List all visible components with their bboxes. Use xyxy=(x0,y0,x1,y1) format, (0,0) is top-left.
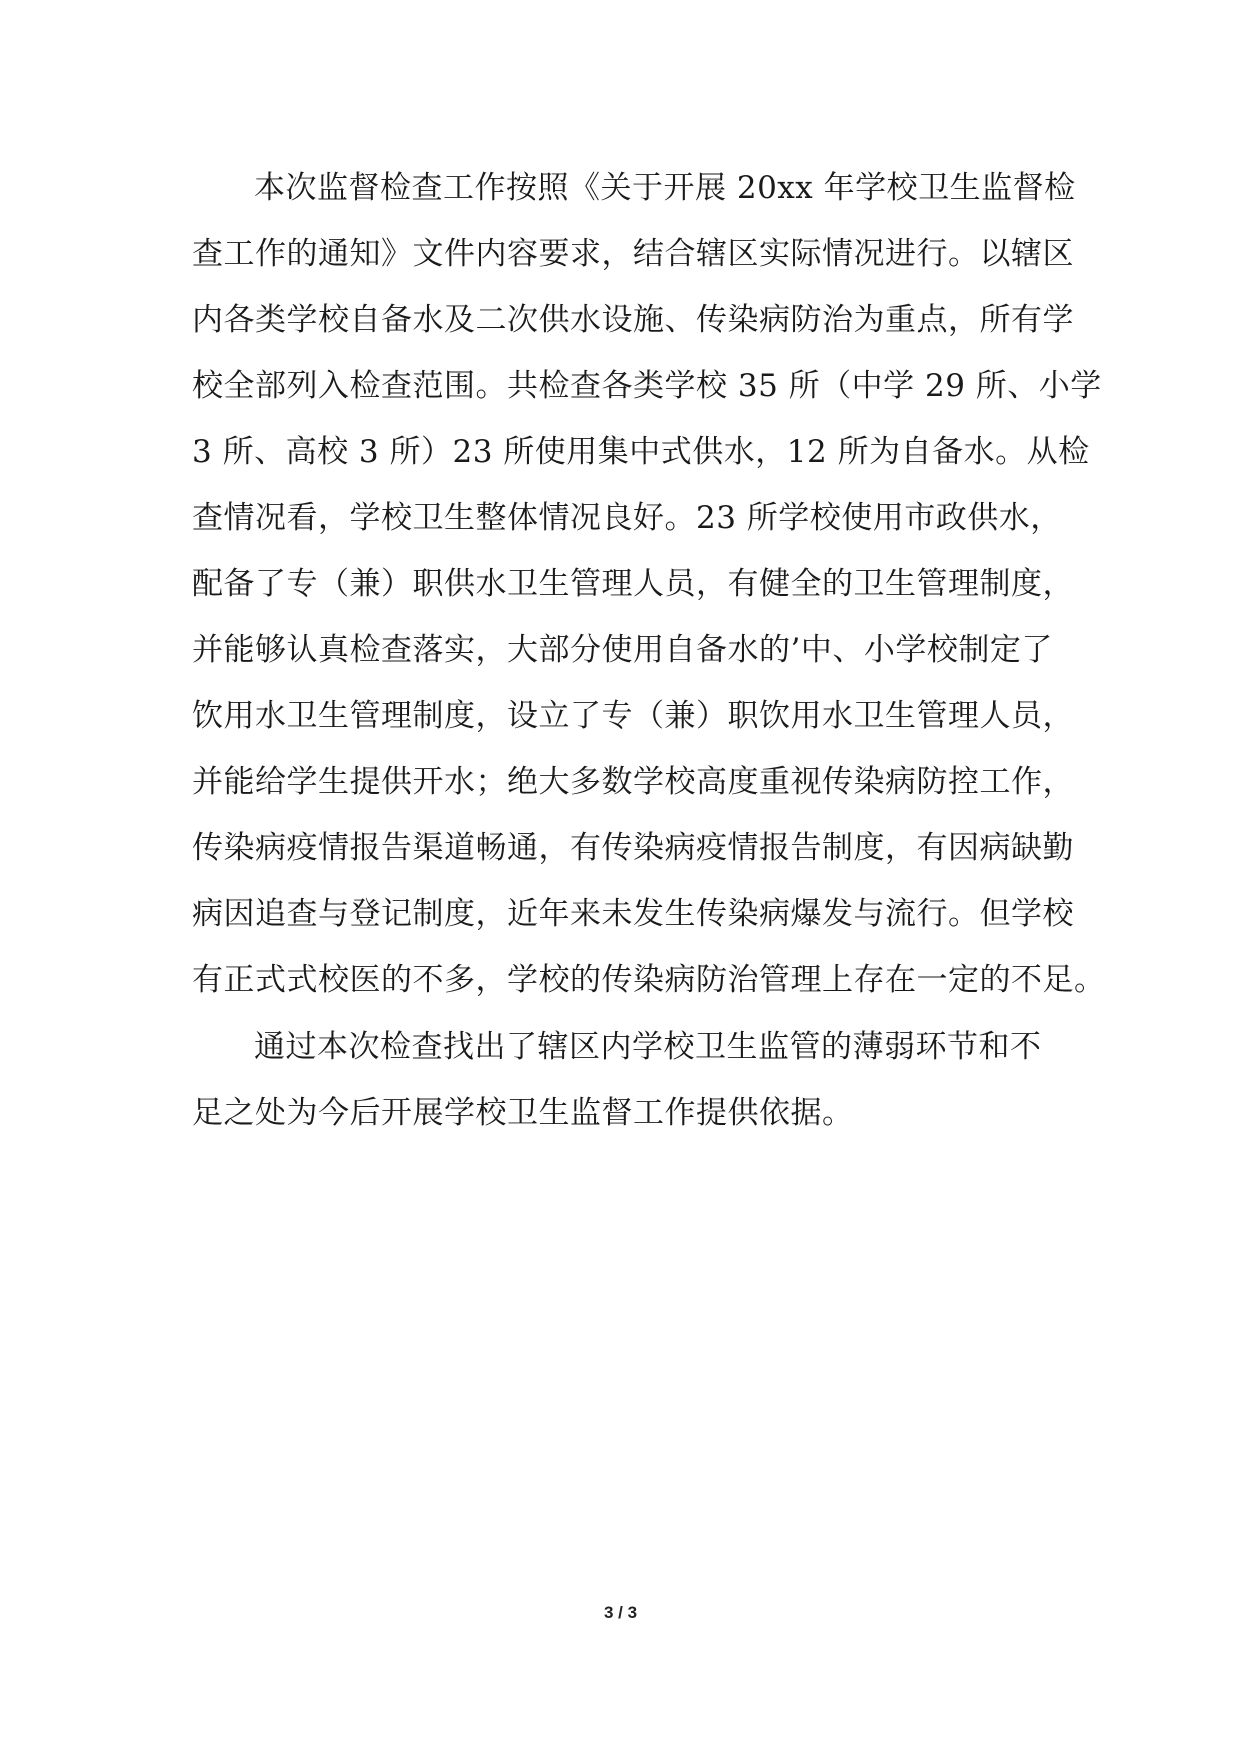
paragraph-line: 查情况看，学校卫生整体情况良好。23 所学校使用市政供水， xyxy=(192,500,1062,536)
page-number: 3 / 3 xyxy=(603,1603,638,1622)
paragraph-line: 饮用水卫生管理制度，设立了专（兼）职饮用水卫生管理人员， xyxy=(192,698,1074,734)
paragraph-line: 3 所、高校 3 所）23 所使用集中式供水，12 所为自备水。从检 xyxy=(192,434,1090,470)
paragraph-line: 本次监督检查工作按照《关于开展 20xx 年学校卫生监督检 xyxy=(254,170,1076,206)
paragraph-line: 有正式式校医的不多，学校的传染病防治管理上存在一定的不足。 xyxy=(192,962,1106,998)
paragraph-line: 病因追查与登记制度，近年来未发生传染病爆发与流行。但学校 xyxy=(192,896,1074,932)
paragraph-line: 并能够认真检查落实，大部分使用自备水的’中、小学校制定了 xyxy=(192,632,1053,668)
paragraph-line: 通过本次检查找出了辖区内学校卫生监管的薄弱环节和不 xyxy=(254,1029,1042,1065)
paragraph-line: 配备了专（兼）职供水卫生管理人员，有健全的卫生管理制度， xyxy=(192,566,1074,602)
paragraph-line: 查工作的通知》文件内容要求，结合辖区实际情况进行。以辖区 xyxy=(192,236,1074,272)
paragraph-line: 并能给学生提供开水；绝大多数学校高度重视传染病防控工作， xyxy=(192,764,1074,800)
paragraph-line: 内各类学校自备水及二次供水设施、传染病防治为重点，所有学 xyxy=(192,302,1074,338)
paragraph-line: 足之处为今后开展学校卫生监督工作提供依据。 xyxy=(192,1095,854,1131)
paragraph-line: 校全部列入检查范围。共检查各类学校 35 所（中学 29 所、小学 xyxy=(192,368,1102,404)
paragraph-line: 传染病疫情报告渠道畅通，有传染病疫情报告制度，有因病缺勤 xyxy=(192,830,1074,866)
